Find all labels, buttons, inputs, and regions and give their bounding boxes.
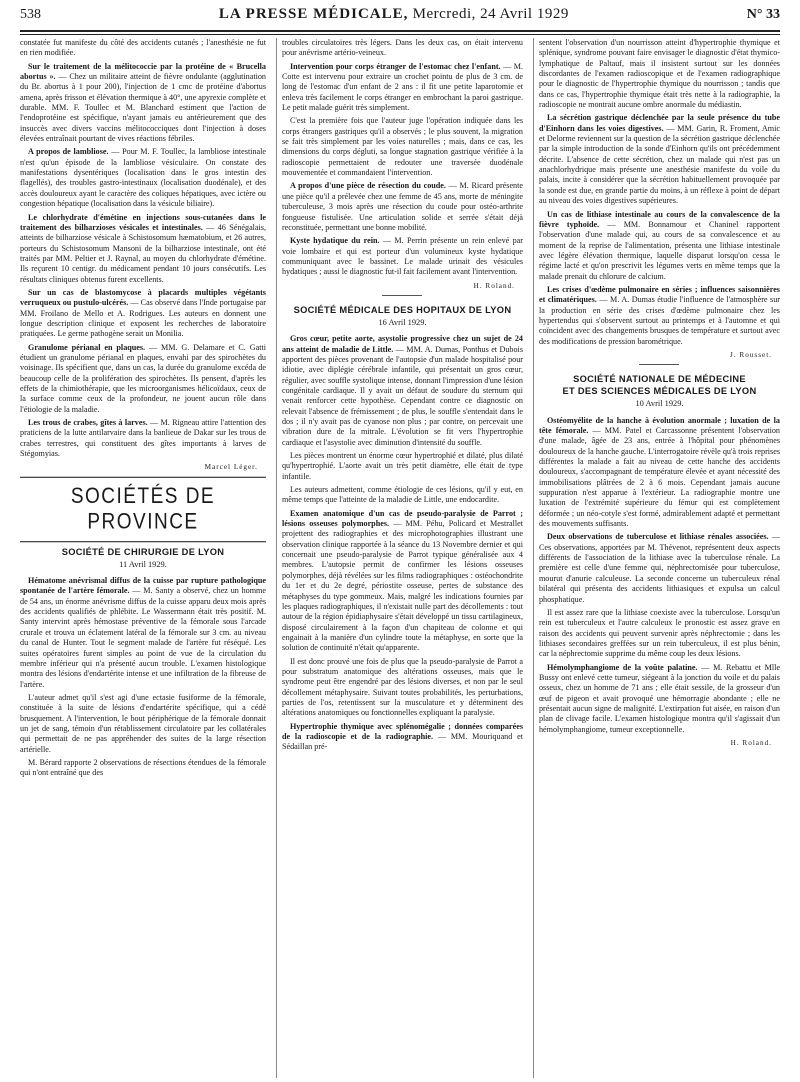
paragraph: Les trous de crabes, gîtes à larves. — M. Rigneau attire l'attention des praticiens de la lutte antilarvaire dans la banlieue de Dakar sur les trous de crabes terrestres, qui constituent des gîtes importants à larves de Stégomyias. — [20, 418, 266, 459]
paragraph: Deux observations de tuberculose et lithiase rénales associées. — Ces observations, apportées par M. Thévenot, représentent deux aspects différents de l'association de la lithiase avec la tuberculose rénale. La première est celle d'une femme qui, néphrectomisée pour tuberculose, mourut d'anurie calculeuse. La seconde concerne un tuberculeux rénal bilatéral qui présenta des accidents lithiasiques et expulsa un calcul phosphatique. — [538, 532, 780, 604]
paragraph-title: Les crises d'œdème pulmonaire en séries ; influences saisonnières et climatériques. — [538, 284, 780, 305]
paragraph-title: Hypertrophie thymique avec splénomégalie ; données comparées de la radioscopie et de la radiographie. — [281, 721, 523, 741]
masthead — [219, 6, 569, 23]
column-2 — [276, 38, 523, 1078]
paragraph: Il est assez rare que la lithiase coexiste avec la tuberculose. Lorsqu'un rein est tuberculeux et l'autre calculeux le pronostic est assez grave en raison des accidents qui peuvent survenir après néphrectomie ; dans les lithiases secondaires greffées sur un rein tuberculeux, il est plus bénin, car la néphrectomie supprime du même coup les deux lésions. — [538, 607, 780, 659]
column-1 — [20, 38, 266, 1078]
paragraph-title: Kyste hydatique du rein. — [289, 236, 380, 246]
paragraph: Sur un cas de blastomycose à placards multiples végétants verruqueux ou pustulo-ulcérés. — Cas observé dans l'Inde portugaise par MM. Froilano de Mello et A. Rodrigues. Les auteurs en donnent une longue description clinique et exposent les recherches de laboratoire pratiquées. Le germe pathogène serait un Monilia. — [20, 287, 266, 339]
paragraph: Kyste hydatique du rein. — M. Perrin présente un rein enlevé par voie lombaire et qui est porteur d'un volumineux kyste hydatique communiquant avec le bassinet. Le malade urinait des vésicules hydatiques ; aussi le diagnostic fut-il fait facilement avant l'intervention. — [281, 236, 523, 277]
paragraph: sentent l'observation d'un nourrisson atteint d'hypertrophie thymique et splénique, syndrome pouvant faire envisager le diagnostic d'état thymico-lymphatique de Paltauf, mais il insistent surtout sur les données discordantes de l'examen radioscopique et de l'examen radiographique pour le diagnostic de l'hypertrophie thymique du nourrisson ; tandis que dans ce cas, l'hypertrophie thymique était très nette à la radiographie, la radioscopie ne montrait aucune ombre anormale du médiastin. — [538, 38, 780, 110]
society-title: SOCIÉTÉ MÉDICALE DES HOPITAUX DE LYON — [293, 304, 512, 315]
paragraph: constatée fut manifeste du côté des accidents cutanés ; l'anesthésie ne fut en rien modifiée. — [20, 38, 266, 58]
column-3 — [533, 38, 780, 1078]
paragraph: Examen anatomique d'un cas de pseudo-paralysie de Parrot ; lésions osseuses polymorphes. — MM. Péhu, Policard et Mestrallet projettent des radiographies et des microphotographies illustrant une observation clinique rapportée à la séance du 13 Novembre dernier et qui concernait une pseudo-paralysie de Parrot typique généralisée aux 4 membres. L'autopsie permit de confirmer les lésions osseuses polymorphes, déjà révélées sur les films radiographiques : ostéochondrite du 1er et du 2e degré, périostite osseuse, pertes de substance des métaphyses du type gommeux. Mais, malgré les indications fournies par les plaques radiographiques, il n'existait nulle part des décollements : tout autour de la région épidiaphysaire s'était développé un tissu cartilagineux, disposé circulairement à la façon d'un chapiteau de colonne et qui engainait à la manière d'un cylindre toute la métaphyse, en sorte que la solution de continuité n'était qu'apparente. — [281, 508, 523, 653]
issue-date: Mercredi, 24 Avril 1929 — [412, 6, 569, 22]
paragraph: Il est donc prouvé une fois de plus que la pseudo-paralysie de Parrot a pour substratum anatomique des altérations osseuses, mais que le syndrome peut être engendré par des lésions diverses, et non par le seul décollement métaphysaire. Suivant toutes probabilités, les perturbations, parties de l'os, retentissent sur la musculature et y déterminent des altérations anatomiques ou fonctionnelles expliquant la paralysie. — [281, 656, 523, 718]
separator — [382, 295, 422, 296]
paragraph: Les pièces montrent un énorme cœur hypertrophié et dilaté, plus dilaté qu'hypertrophié. L'aorte avait un très petit diamètre, elle était de type infantile. — [281, 451, 523, 481]
paragraph-title: La sécrétion gastrique déclenchée par la seule présence du tube d'Einhorn dans les voies digestives. — [538, 113, 780, 133]
article-columns — [20, 38, 780, 1078]
paragraph: Le chlorhydrate d'émétine en injections sous-cutanées dans le traitement des bilharzioses vésicales et intestinales. — 46 Sénégalais, atteints de bilharziose vésicale à Schistosomum hæmatobium, et 26 autres, porteurs du Schistosomum Mansoni de la bilharziose intestinale, ont été traités par MM. Peltier et J. Raynal, au moyen du chlorhydrate d'émétine. Ils reçurent 10 centigr. du médicament pendant 10 jours consécutifs. Les résultats cliniques obtenus furent excellents. — [20, 212, 266, 284]
paragraph-title: Le chlorhydrate d'émétine en injections sous-cutanées dans le traitement des bilharzioses vésicales et intestinales. — [20, 212, 266, 232]
header-rule — [20, 30, 780, 35]
paragraph: Hématome anévrismal diffus de la cuisse par rupture pathologique spontanée de l'artère fémorale. — M. Santy a observé, chez un homme de 54 ans, un énorme anévrisme diffus de la cuisse apparu deux mois après des accidents qualifiés de phlébite. Le Wassermann était très positif. M. Santy intervint après hémostase préventive de la fémorale sous l'arcade crurale et trouva un éclatement latéral de la fémorale sur 3 cm. au niveau du canal de Hunter. Tout le segment malade de l'artère fut réséqué. Les suites opératoires furent simples au point de vue de la circulation du membre inférieur qui n'a présenté aucun trouble. L'examen histologique montra des lésions d'endartérite intense et une infiltration de la fibreuse de l'artère. — [20, 576, 266, 689]
society-date: 10 Avril 1929. — [635, 399, 684, 409]
section-banner: SOCIÉTÉS DE PROVINCE — [20, 476, 266, 542]
issue-number: N° 33 — [746, 7, 780, 22]
paragraph: La sécrétion gastrique déclenchée par la seule présence du tube d'Einhorn dans les voies digestives. — MM. Garin, R. Froment, Amic et Delorme reviennent sur la question de la sécrétion gastrique déclenchée par la simple introduction de la sonde d'Einhorn qu'ils ont précédemment décrite. L'absence de cette sécrétion, chez un malade qui n'est pas un anachlorhydrique mais présente une anesthésie manifeste du voile du palais, incite à considérer que la sécrétion habituellement provoquée par la sonde est due, en grande partie du moins, à un réflexe à point de départ au niveau des voies digestives supérieures. — [538, 113, 780, 206]
paragraph: Les crises d'œdème pulmonaire en séries ; influences saisonnières et climatériques. — M. A. Dumas étudie l'influence de l'atmosphère sur la production en série des crises d'œdème pulmonaire chez les hypertendus qui s'observent surtout au printemps et à l'automne et qui coïncident avec des changements brusques de température et surtout avec des modifications de pression barométrique. — [538, 284, 780, 346]
society-date: 11 Avril 1929. — [119, 559, 167, 569]
society-title-line: SOCIÉTÉ NATIONALE DE MÉDECINE — [573, 374, 746, 385]
paragraph-title: A propos d'une pièce de résection du coude. — [289, 181, 446, 191]
paragraph: Gros cœur, petite aorte, asystolie progressive chez un sujet de 24 ans atteint de maladie de Little. — MM. A. Dumas, Ponthus et Dubois apportent des pièces provenant de l'autopsie d'un malade hospitalisé pour idiotie, avec diplégie cérébrale infantile, qui présentait un gros cœur, régulier, avec souffle systolique intense, donnant l'impression d'une lésion congénitale cardiaque. Il y avait un défaut de soudure du sternum qui venait renforcer cette hypothèse. Cependant contre ce diagnostic on relevait l'absence de frémissement ; de plus, le souffle s'entendait dans le dos ; il n'y avait pas de cyanose non plus ; par contre, on percevait une vibration dure de la mitrale. L'évolution se fit vers l'hypertrophie cardiaque et l'asystolie avec diminution d'intensité du souffle. — [281, 334, 523, 447]
paragraph: Un cas de lithiase intestinale au cours de la convalescence de la fièvre typhoïde. — MM. Bonnamour et Chaninel rapportent l'observation d'une malade qui, au cours de sa convalescence et au moment de la reprise de l'alimentation, présenta une lithiase intestinale avec légère élévation thermique, laquelle disparut lorsqu'on cessa le régime lacté et qu'on prescrivit les légumes verts en même temps que la malade prenait du chlorure de calcium. — [538, 209, 780, 281]
author-signature: J. Rousset. — [730, 350, 772, 359]
paragraph-title: Un cas de lithiase intestinale au cours de la convalescence de la fièvre typhoïde. — [538, 209, 780, 229]
paragraph: C'est la première fois que l'auteur juge l'opération indiquée dans les corps étrangers gastriques qu'il a observés ; le plus souvent, la migration se fait très simplement par les voies naturelles ; mais, dans ce cas, les dimensions du corps dégluti, sa longue stagnation gastrique vérifiée à la radioscopie permettaient de redouter une traversée duodénale mouvementée et commandaient l'intervention. — [281, 116, 523, 178]
society-title-line: ET DES SCIENCES MÉDICALES DE LYON — [562, 386, 757, 397]
author-signature: H. Roland. — [473, 281, 515, 290]
paragraph-title: Sur un cas de blastomycose à placards multiples végétants verruqueux ou pustulo-ulcérés. — [20, 287, 266, 308]
paragraph: L'auteur admet qu'il s'est agi d'une ectasie fusiforme de la fémorale, constituée à la suite de lésions d'endartérite spécifique, qui a cédé brusquement. A l'intervention, le bout périphérique de la fémorale donnait un jet de sang, témoin d'un rétablissement circulatoire par les collatérales qui permettait de ne pas appréhender des suites de la large résection artérielle. — [20, 692, 266, 754]
paragraph-title: Sur le traitement de la mélitococcie par la protéine de « Brucella abortus ». — [20, 61, 266, 82]
author-signature: Marcel Léger. — [204, 463, 258, 472]
paragraph-title: Hématome anévrismal diffus de la cuisse par rupture pathologique spontanée de l'artère fémorale. — [20, 576, 266, 596]
paragraph: Intervention pour corps étranger de l'estomac chez l'enfant. — M. Cotte est intervenu pour extraire un crochet pointu de plus de 3 cm. de long de l'estomac d'un enfant de 2 ans : il fit une petite laparotomie et enleva très facilement le corps étranger en embrochant la paroi gastrique. Le petit malade guérit très simplement. — [281, 61, 523, 113]
paragraph: Ostéomyélite de la hanche à évolution anormale ; luxation de la tête fémorale. — MM. Patel et Carcassonne présentent l'observation d'une malade, âgée de 23 ans, entrée à l'hôpital pour phénomènes douloureux de la hanche gauche. L'interrogatoire révèle qu'à trois reprises différentes la malade a fait au niveau de cette hanche des accidents douloureux, s'accompagnant de température élevée et ayant nécessité des immobilisations plâtrées de 2 à 6 mois. Cependant jamais aucune suppuration n'est apparue à l'extérieur. La radiographie montre une luxation de l'extrémité supérieure du fémur qui est complètement déformée ; un néo-cotyle s'est formé, admirablement adapté et permettant des mouvements suffisants. — [538, 415, 780, 529]
paragraph: A propos d'une pièce de résection du coude. — M. Ricard présente une pièce qu'il a prélevée chez une femme de 45 ans, morte de méningite tuberculeuse, 3 mois après une résection du coude pour ostéo-arthrite fongueuse fistulisée. Une articulation solide et serrée s'était déjà reconstituée, permettant une bonne mobilité. — [281, 181, 523, 232]
society-title — [539, 373, 780, 397]
society-title: SOCIÉTÉ DE CHIRURGIE DE LYON — [61, 546, 225, 557]
paragraph: troubles circulatoires très légers. Dans les deux cas, on était intervenu pour anévrisme artério-veineux. — [281, 38, 523, 58]
author-signature: H. Roland. — [730, 738, 772, 747]
paragraph: Sur le traitement de la mélitococcie par la protéine de « Brucella abortus ». — Chez un militaire atteint de fièvre ondulante (agglutination du Br. abortus à 1 pour 200), l'injection de 1 cmc de protéine d'abortus amena, après frisson et élévation thermique à 40°, une apyrexie complète et durable. MM. F. Toullec et M. Blanchard estiment que l'action de l'endoprotéine est spécifique, n'ayant jamais eu antérieurement que des insuccès avec divers vaccins mélitococciques dont l'injection à doses élevées entraînait pourtant de vives réactions fébriles. — [20, 61, 266, 144]
paragraph: Les auteurs admettent, comme étiologie de ces lésions, qu'il y eut, en même temps que l'atteinte de la maladie de Little, une endocardite. — [281, 485, 523, 505]
separator — [639, 364, 679, 365]
page-header — [20, 6, 780, 28]
journal-name: LA PRESSE MÉDICALE, — [218, 6, 409, 22]
paragraph-title: Hémolymphangiome de la voûte palatine. — [546, 662, 698, 672]
paragraph: Hémolymphangiome de la voûte palatine. — M. Rebattu et Mlle Bussy ont enlevé cette tumeur, siégeant à la jonction du voile et du palais osseux, chez un homme de 71 ans ; elle était sessile, de la grosseur d'un œuf de pigeon et avait provoqué une hémorragie abondante ; elle ne présentait aucun signe de malignité. L'extirpation fut aisée, en raison d'un plan de clivage facile. L'examen histologique montra qu'il s'agissait d'un hémolymphangiome, tumeur exceptionnelle. — [538, 662, 780, 734]
paragraph-title: Les trous de crabes, gîtes à larves. — [28, 418, 148, 428]
paragraph-title: Gros cœur, petite aorte, asystolie progressive chez un sujet de 24 ans atteint de maladie de Little. — [281, 334, 523, 354]
paragraph: A propos de lambliose. — Pour M. F. Toullec, la lambliose intestinale n'est qu'un épisode de la lambliose vésiculaire. On constate des manifestations dysentériques (localisation dans le gros intestin des flagellés), des troubles gastro-intestinaux (localisation duodénale), et des accès douloureux ayant le caractère des coliques hépatiques, avec ictère ou congestion hépatique (localisation dans la vésicule biliaire). — [20, 147, 266, 209]
paragraph-title: Examen anatomique d'un cas de pseudo-paralysie de Parrot ; lésions osseuses polymorphes. — [281, 508, 523, 529]
paragraph-title: Granulome périanal en plaques. — [28, 342, 146, 352]
society-date: 16 Avril 1929. — [378, 317, 427, 327]
paragraph-title: Ostéomyélite de la hanche à évolution anormale ; luxation de la tête fémorale. — [538, 415, 780, 435]
page-number: 538 — [20, 7, 41, 22]
paragraph: M. Bérard rapporte 2 observations de résections étendues de la fémorale qui n'ont entraîné que des — [20, 757, 266, 778]
paragraph-title: Deux observations de tuberculose et lithiase rénales associées. — [546, 532, 769, 542]
paragraph-title: Intervention pour corps étranger de l'estomac chez l'enfant. — [289, 61, 501, 71]
paragraph: Granulome périanal en plaques. — MM. G. Delamare et C. Gatti étudient un granulome périanal en plaques, envahi par des spirochètes du voisinage. Ils spécifient que, dans un cas, la durée du granulome excéda de beaucoup celle de la prolifération des spirochètes. Ils pensent, d'après les effets de la chimiothérapie, que les microorganismes hélicoïdaux, ceux de la surface comme ceux de la profondeur, ne jouent aucun rôle dans l'étiologie de la maladie. — [20, 342, 266, 414]
paragraph: Hypertrophie thymique avec splénomégalie ; données comparées de la radioscopie et de la radiographie. — MM. Mouriquand et Sédaillan pré- — [281, 721, 523, 752]
paragraph-title: A propos de lambliose. — [28, 147, 109, 157]
